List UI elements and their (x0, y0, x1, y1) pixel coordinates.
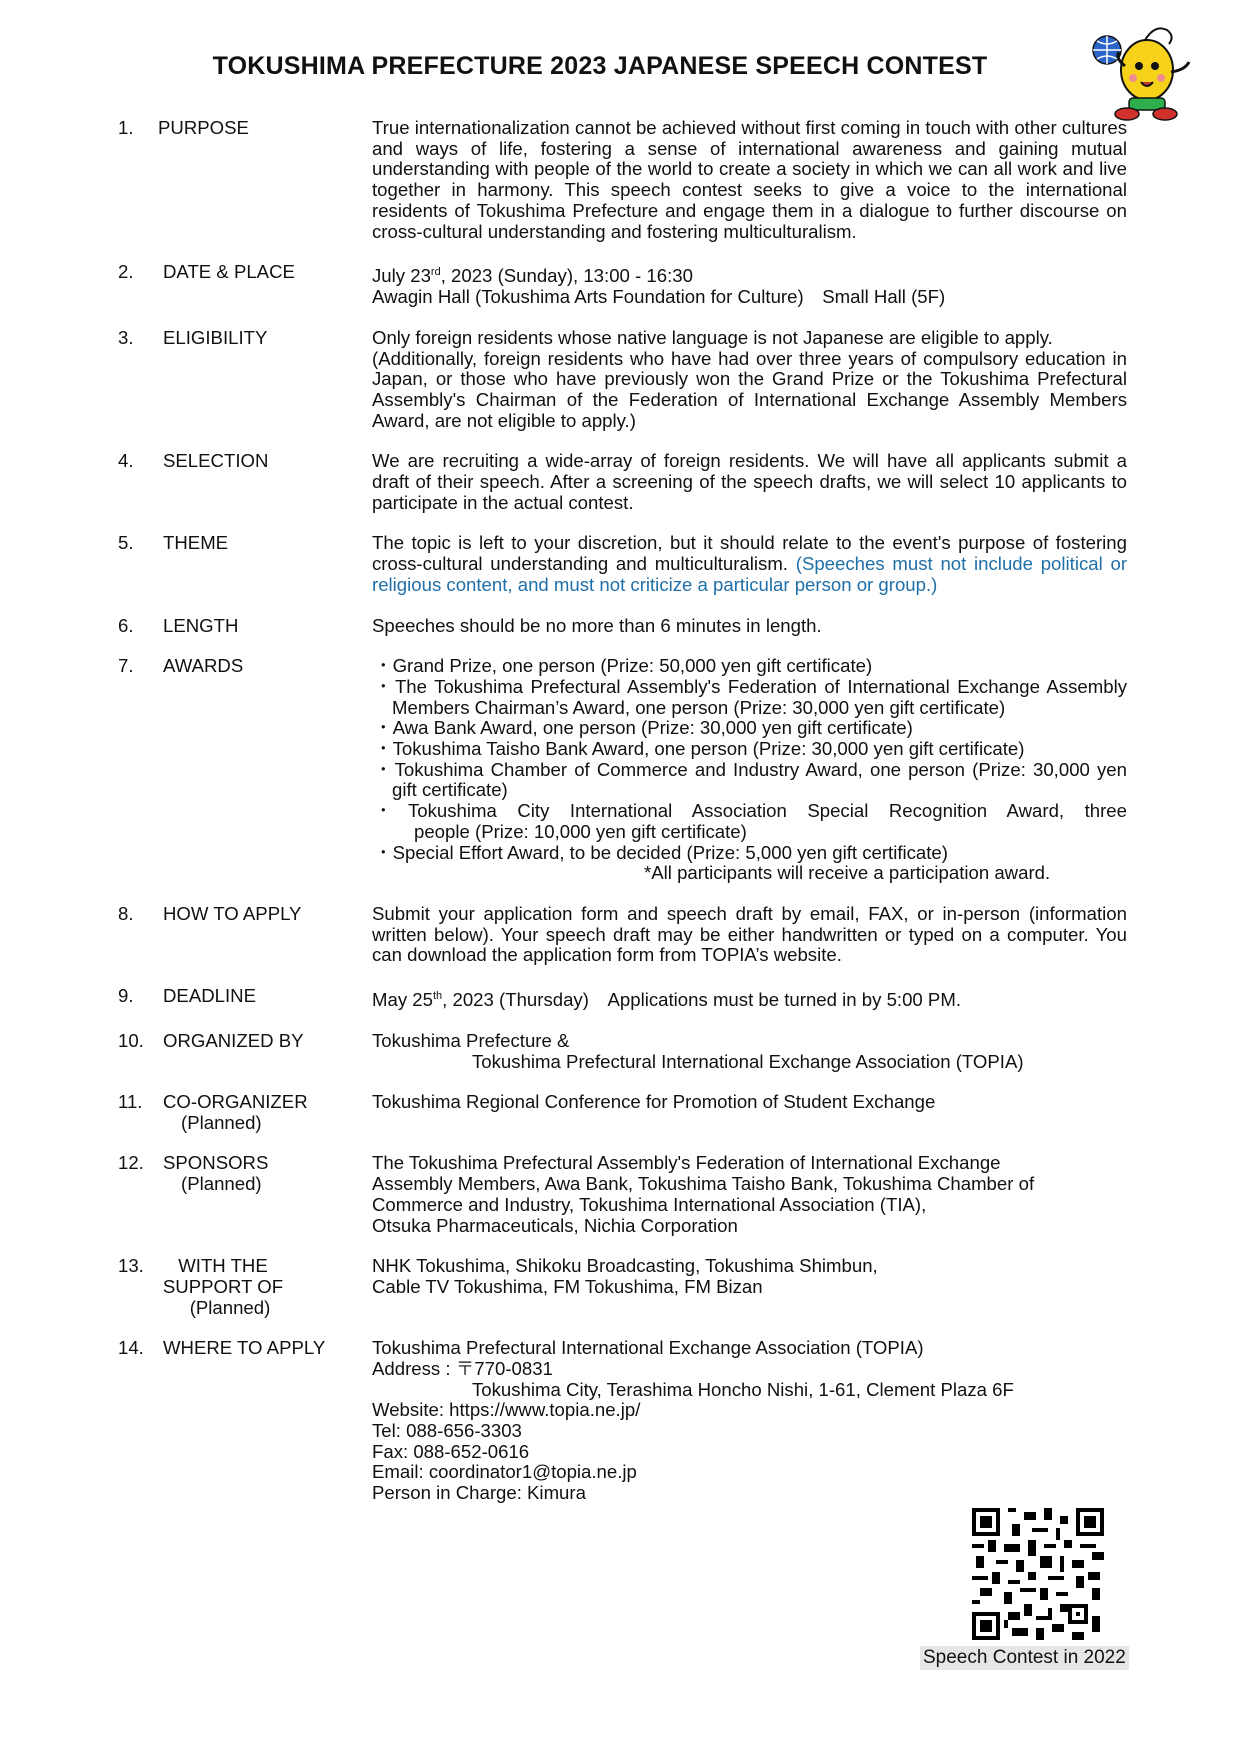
event-place: Awagin Hall (Tokushima Arts Foundation for Culture) Small Hall (5F) (372, 286, 946, 308)
section-number: 3. (118, 326, 134, 348)
theme-note: (Speeches must not include political or religious content, and must not criticize a particular person or group.) (372, 553, 1128, 595)
selection-text: We are recruiting a wide-array of foreign residents. We will have all applicants submit a draft of their speech. After a screening of the speech drafts, we will select 10 applicants to participate in the actual contest. (372, 450, 1127, 513)
section-selection (0, 451, 1241, 513)
website-link[interactable]: Website: https://www.topia.ne.jp/ (372, 1399, 641, 1421)
email-link[interactable]: Email: coordinator1@topia.ne.jp (372, 1461, 637, 1483)
deadline-text: May 25th, 2023 (Thursday) Applications must be turned in by 5:00 PM. (372, 989, 961, 1011)
qr-caption: Speech Contest in 2022 (920, 1646, 1129, 1670)
section-label: DATE & PLACE (163, 261, 295, 283)
section-date-place (0, 262, 1241, 308)
section-label: PURPOSE (158, 117, 249, 138)
person-in-charge: Person in Charge: Kimura (372, 1482, 586, 1504)
section-label: SPONSORS (Planned) (163, 1152, 269, 1195)
section-number: 7. (118, 655, 134, 677)
fax: Fax: 088-652-0616 (372, 1440, 530, 1462)
section-label: ORGANIZED BY (163, 1029, 304, 1051)
award-item: ・Grand Prize, one person (Prize: 50,000 yen gift certificate) (374, 655, 873, 677)
event-date: July 23rd, 2023 (Sunday), 13:00 - 16:30 (372, 265, 693, 287)
where-to-apply-text (372, 1338, 1127, 1504)
award-item: ・The Tokushima Prefectural Assembly's Federation of International Exchange Assembly Members Chairman’s Award, one person (Prize: 30,000 yen gift certificate) (374, 675, 1127, 718)
section-sponsors (0, 1153, 1241, 1236)
section-number: 14. (118, 1337, 144, 1359)
section-theme (0, 533, 1241, 595)
section-eligibility (0, 328, 1241, 432)
section-label: LENGTH (163, 614, 239, 636)
section-label: DEADLINE (163, 985, 256, 1007)
support-text: NHK Tokushima, Shikoku Broadcasting, Tokushima Shimbun, Cable TV Tokushima, FM Tokushima, FM Bizan (372, 1255, 878, 1297)
section-label: AWARDS (163, 655, 244, 677)
award-item: ・Special Effort Award, to be decided (Prize: 5,000 yen gift certificate) (374, 841, 948, 863)
section-deadline (0, 986, 1241, 1011)
theme-text: The topic is left to your discretion, but it should relate to the event's purpose of fostering cross-cultural understanding and multiculturalism. (Speeches must not include political or religious content, and must not criticize a particular person or group.) (372, 532, 1128, 595)
awards-note: *All participants will receive a participation award. (644, 862, 1051, 884)
award-item: ・Tokushima Taisho Bank Award, one person (Prize: 30,000 yen gift certificate) (374, 738, 1025, 760)
organized-by-text: Tokushima Prefecture & Tokushima Prefectural International Exchange Association (TOPIA) (372, 1029, 1024, 1072)
section-co-organizer (0, 1092, 1241, 1133)
section-support (0, 1256, 1241, 1318)
purpose-text: True internationalization cannot be achieved without first coming in touch with other cultures and ways of life, fostering a sense of international awareness and gaining mutual understanding with people of the world to create a society in which we can all work and live together in harmony. This speech contest seeks to give a voice to the international residents of Tokushima Prefecture and engage them in a dialogue to further discourse on cross-cultural understanding and fostering multiculturalism. (372, 117, 1127, 242)
section-number: 6. (118, 614, 134, 636)
section-number: 8. (118, 902, 134, 924)
length-text: Speeches should be no more than 6 minutes in length. (372, 614, 822, 636)
section-number: 11. (118, 1091, 143, 1113)
section-label: CO-ORGANIZER (Planned) (163, 1091, 308, 1134)
mascot-icon (1085, 22, 1195, 122)
address-line2: Tokushima City, Terashima Honcho Nishi, 1-61, Clement Plaza 6F (472, 1378, 1014, 1400)
section-label: HOW TO APPLY (163, 902, 302, 924)
section-purpose (0, 118, 1241, 242)
section-number: 1. (118, 117, 134, 138)
section-number: 2. (118, 261, 134, 283)
tel: Tel: 088-656-3303 (372, 1420, 522, 1442)
address-line1: Address : 〒770-0831 (372, 1357, 553, 1379)
section-label: WHERE TO APPLY (163, 1337, 326, 1359)
award-item: ・Tokushima City International Association Special Recognition Award, three (374, 800, 1127, 822)
section-number: 4. (118, 450, 134, 472)
section-number: 10. (118, 1029, 144, 1051)
section-label: SELECTION (163, 450, 269, 472)
section-awards (0, 656, 1241, 884)
section-number: 5. (118, 532, 134, 554)
co-organizer-text: Tokushima Regional Conference for Promotion of Student Exchange (372, 1091, 936, 1113)
org-name: Tokushima Prefectural International Exchange Association (TOPIA) (372, 1337, 924, 1359)
section-label: WITH THE SUPPORT OF (Planned) (162, 1255, 284, 1318)
eligibility-line1: Only foreign residents whose native language is not Japanese are eligible to apply. (372, 326, 1053, 348)
sponsors-text: The Tokushima Prefectural Assembly's Federation of International Exchange Assembly Members, Awa Bank, Tokushima Taisho Bank, Tokushima Chamber of Commerce and Industry, Tokushima International Association (TIA), Otsuka Pharmaceuticals, Nichia Corporation (372, 1152, 1035, 1236)
section-length (0, 616, 1241, 637)
section-number: 9. (118, 985, 134, 1007)
sections (0, 118, 1241, 1504)
section-label: ELIGIBILITY (163, 326, 268, 348)
section-organized-by (0, 1031, 1241, 1072)
section-where-to-apply (0, 1338, 1241, 1504)
how-to-apply-text: Submit your application form and speech draft by email, FAX, or in-person (information written below). Your speech draft may be either handwritten or typed on a computer. You can download the application form from TOPIA’s website. (372, 902, 1127, 966)
section-number: 12. (118, 1152, 144, 1174)
section-how-to-apply (0, 904, 1241, 966)
date-place-text (372, 262, 1127, 308)
award-item: ・Tokushima Chamber of Commerce and Industry Award, one person (Prize: 30,000 yen gift certificate) (374, 758, 1127, 801)
award-item-continued: people (Prize: 10,000 yen gift certificate) (414, 820, 747, 842)
section-number: 13. (118, 1255, 144, 1277)
award-item: ・Awa Bank Award, one person (Prize: 30,000 yen gift certificate) (374, 717, 913, 739)
page-title: TOKUSHIMA PREFECTURE 2023 JAPANESE SPEECH CONTEST (212, 52, 988, 80)
qr-code-icon[interactable] (972, 1508, 1104, 1640)
awards-list (372, 656, 1127, 884)
eligibility-line2: (Additionally, foreign residents who have had over three years of compulsory education in Japan, or those who have previously won the Grand Prize or the Tokushima Prefectural Assembly's Chairman of the Federation of International Exchange Assembly Members Award, are not eligible to apply.) (372, 347, 1127, 431)
section-label: THEME (163, 532, 229, 554)
eligibility-text (372, 328, 1127, 432)
